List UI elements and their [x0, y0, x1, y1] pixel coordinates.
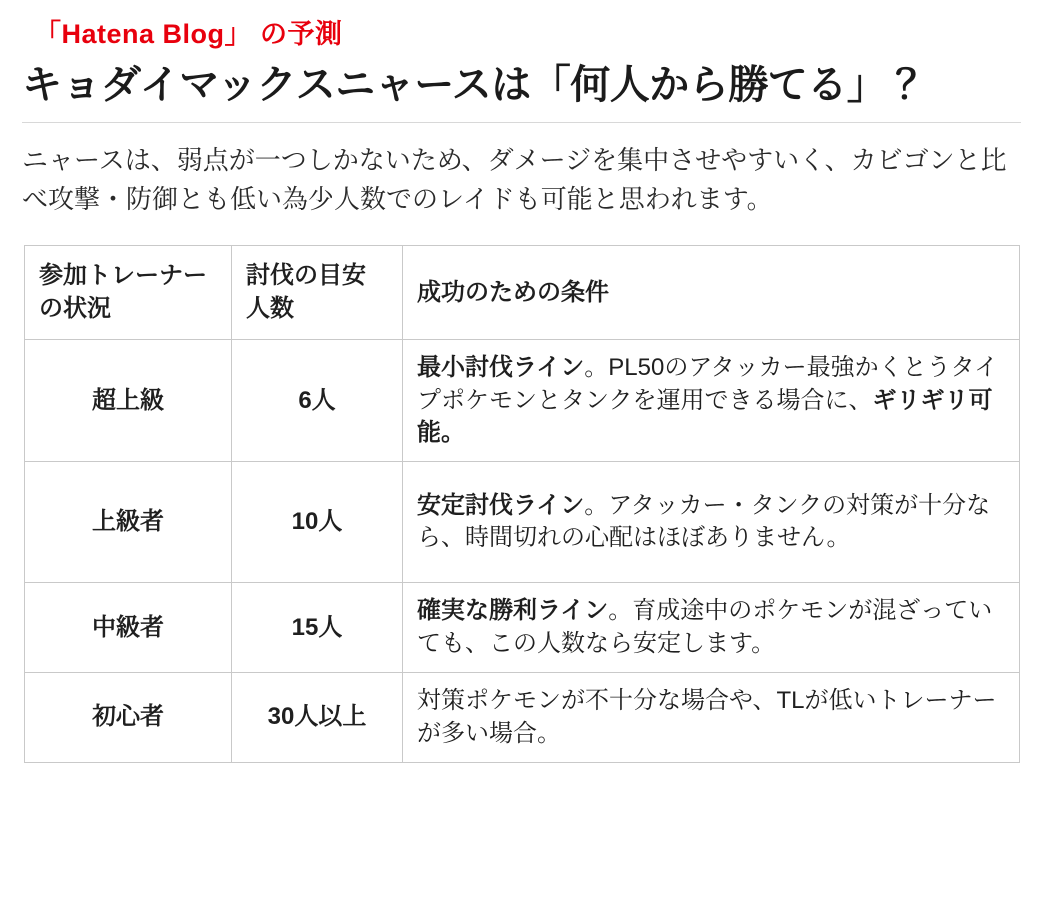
condition-bold-lead: 確実な勝利ライン	[417, 597, 609, 625]
column-header-recommended-count: 討伐の目安人数	[232, 246, 403, 340]
column-header-conditions: 成功のための条件	[403, 246, 1020, 340]
table-row	[25, 583, 1020, 673]
cell-count: 6人	[232, 340, 403, 462]
table-header	[25, 246, 1020, 340]
table-body	[25, 340, 1020, 763]
cell-condition	[403, 340, 1020, 462]
cell-category: 超上級	[25, 340, 232, 462]
cell-condition	[403, 583, 1020, 673]
article-lead-paragraph: ニャースは、弱点が一つしかないため、ダメージを集中させやすいく、カビゴンと比べ攻撃・防御とも低い為少人数でのレイドも可能と思われます。	[22, 145, 1007, 215]
condition-text: 。育成途中のポケモンが混ざっていても、この人数なら安定します。	[417, 597, 993, 657]
condition-text: 。PL50のアタッカー最強かくとうタイプポケモンとタンクを運用できる場合に、	[417, 354, 999, 414]
table-row	[25, 673, 1020, 763]
condition-text: 対策ポケモンが不十分な場合や、TLが低いトレーナーが多い場合。	[417, 687, 997, 747]
raid-difficulty-table	[24, 245, 1020, 763]
table-row	[25, 340, 1020, 462]
condition-bold-lead: 安定討伐ライン	[417, 491, 585, 519]
column-header-participants: 参加トレーナーの状況	[25, 246, 232, 340]
table-row	[25, 462, 1020, 583]
cell-count: 15人	[232, 583, 403, 673]
cell-count: 10人	[232, 462, 403, 583]
condition-bold-lead: 最小討伐ライン	[417, 354, 585, 382]
page-title: キョダイマックスニャースは「何人から勝てる」？	[22, 60, 1021, 123]
table-header-row	[25, 246, 1020, 340]
article-kicker: 「Hatena Blog」 の予測	[34, 19, 343, 49]
condition-text: 。アタッカー・タンクの対策が十分なら、時間切れの心配はほぼありません。	[417, 491, 991, 552]
cell-condition	[403, 462, 1020, 583]
cell-count: 30人以上	[232, 673, 403, 763]
cell-category: 上級者	[25, 462, 232, 583]
cell-condition	[403, 673, 1020, 763]
condition-bold-tail: ギリギリ可能。	[417, 386, 993, 446]
cell-category: 初心者	[25, 673, 232, 763]
cell-category: 中級者	[25, 583, 232, 673]
